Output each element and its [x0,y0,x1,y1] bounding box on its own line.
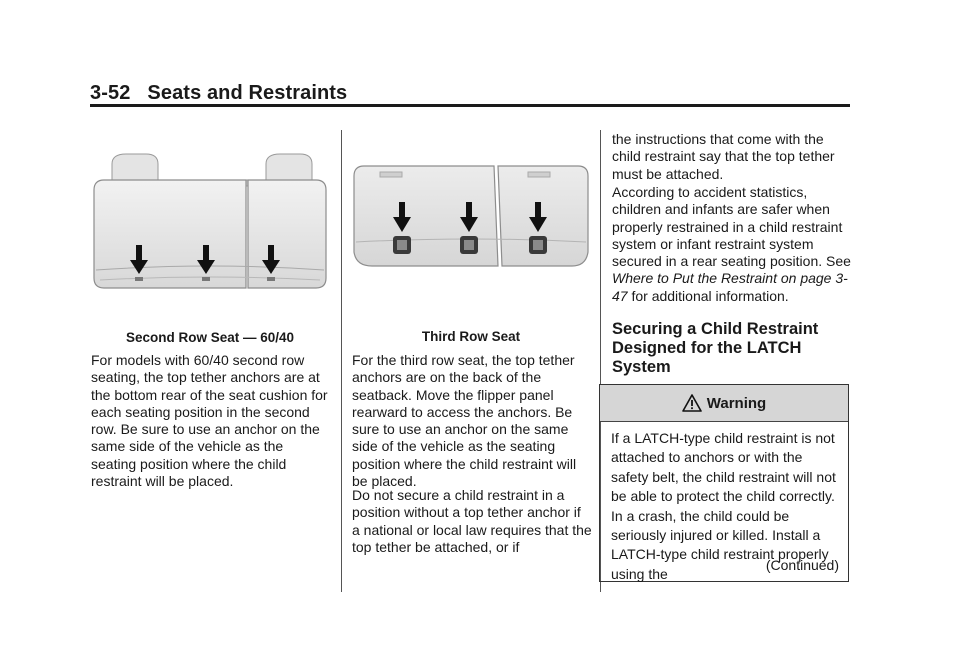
third-row-description: For the third row seat, the top tether anchors are on the back of the seatback. Move the flipper panel rearward to access the anchors. Be sure to use an anchor on the same side of the vehicle as the seating position where the child restraint will be placed. [352,352,577,490]
warning-title: Warning [706,394,767,412]
warning-box [599,384,849,582]
warning-text: If a LATCH-type child restraint is not attached to anchors or with the safety belt, the child restraint will not be able to protect the child correctly. In a crash, the child could be seriously injured or killed. Install a LATCH-type child restraint properly using the [611,430,836,582]
statistics-text: According to accident statistics, children and infants are safer when properly restrained in a child restraint system or infant restraint system secured in a rear seating position. See [612,184,851,270]
accident-statistics-paragraph [612,184,852,305]
tether-law-note: Do not secure a child restraint in a position without a top tether anchor if a national or local law requires that the top tether be attached, or if [352,487,592,555]
second-row-seat-figure [90,150,330,300]
warning-triangle-icon [682,393,702,413]
third-row-seat-caption: Third Row Seat [421,329,521,344]
warning-header [600,385,848,422]
latch-section-heading: Securing a Child Restraint Designed for the LATCH System [612,320,819,376]
second-row-seat-caption: Second Row Seat — 60/40 [125,330,295,345]
page-header [90,82,850,105]
section-title: Seats and Restraints [147,82,348,104]
instructions-continuation: the instructions that come with the child restraint say that the top tether must be attached. [612,131,835,182]
continued-label: (Continued) [765,557,839,573]
column-divider-1 [341,130,342,592]
page-number: 3-52 [90,82,131,104]
second-row-description: For models with 60/40 second row seating, the top tether anchors are at the bottom rear of the seat cushion for each seating position in the second row. Be sure to use an anchor on the same side of the vehicle as the seating position where the child restraint will be placed. [91,352,328,490]
header-rule [90,104,850,107]
statistics-text-end: for additional information. [627,287,789,304]
cross-reference-link[interactable]: Where to Put the Restraint on page 3-47 [612,270,848,304]
third-row-seat-figure [352,162,590,282]
